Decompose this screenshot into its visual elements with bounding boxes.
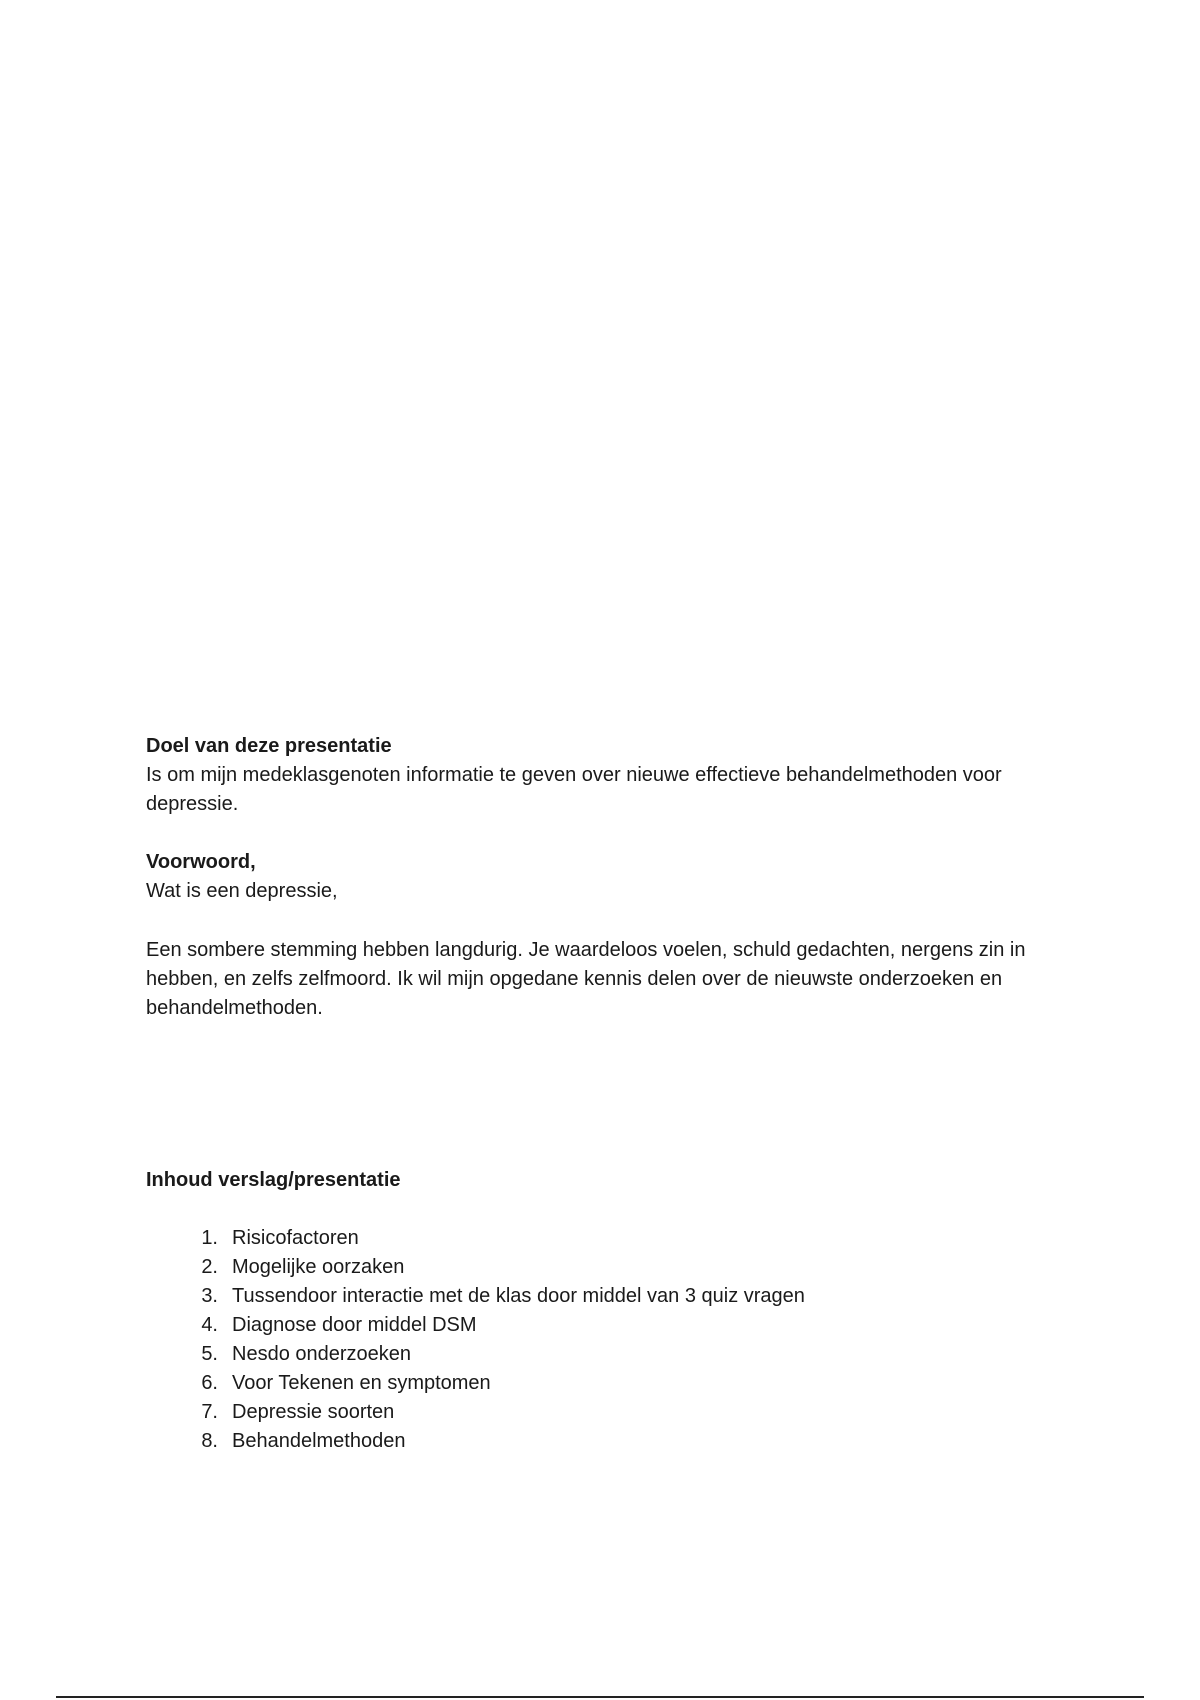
inhoud-heading: Inhoud verslag/presentatie — [146, 1169, 401, 1191]
doel-heading: Doel van deze presentatie — [146, 735, 392, 757]
page-bottom-divider — [56, 1696, 1144, 1698]
list-item-label: Risicofactoren — [232, 1227, 359, 1249]
inhoud-list-item — [146, 1282, 1076, 1311]
inhoud-list-item — [146, 1427, 1076, 1456]
list-item-number: 3. — [201, 1285, 218, 1307]
list-item-label: Depressie soorten — [232, 1401, 395, 1423]
list-item-label: Nesdo onderzoeken — [232, 1343, 412, 1365]
list-item-label: Tussendoor interactie met de klas door middel van 3 quiz vragen — [232, 1285, 805, 1307]
list-item-number: 4. — [201, 1314, 218, 1336]
list-item-number: 5. — [201, 1343, 218, 1365]
list-item-label: Diagnose door middel DSM — [232, 1314, 477, 1336]
inhoud-list-item — [146, 1398, 1076, 1427]
inhoud-list — [146, 1224, 1076, 1456]
list-item-label: Voor Tekenen en symptomen — [232, 1372, 491, 1394]
list-item-label: Behandelmethoden — [232, 1430, 406, 1452]
inhoud-list-item — [146, 1369, 1076, 1398]
list-item-number: 6. — [201, 1372, 218, 1394]
document-content — [146, 732, 1076, 1456]
list-item-number: 7. — [201, 1401, 218, 1423]
list-item-number: 8. — [201, 1430, 218, 1452]
list-item-number: 2. — [201, 1256, 218, 1278]
list-item-number: 1. — [201, 1227, 218, 1249]
voorwoord-text: Een sombere stemming hebben langdurig. Je waardeloos voelen, schuld gedachten, nergens zin in hebben, en zelfs zelfmoord. Ik wil mijn opgedane kennis delen over de nieuwste onderzoeken en behandelmethoden. — [146, 939, 1026, 1019]
inhoud-list-item — [146, 1224, 1076, 1253]
inhoud-list-item — [146, 1340, 1076, 1369]
inhoud-list-item — [146, 1253, 1076, 1282]
inhoud-list-item — [146, 1311, 1076, 1340]
doel-text: Is om mijn medeklasgenoten informatie te geven over nieuwe effectieve behandelmethoden voor depressie. — [146, 764, 1002, 815]
voorwoord-subtitle: Wat is een depressie, — [146, 880, 338, 902]
voorwoord-heading: Voorwoord, — [146, 851, 256, 873]
list-item-label: Mogelijke oorzaken — [232, 1256, 405, 1278]
